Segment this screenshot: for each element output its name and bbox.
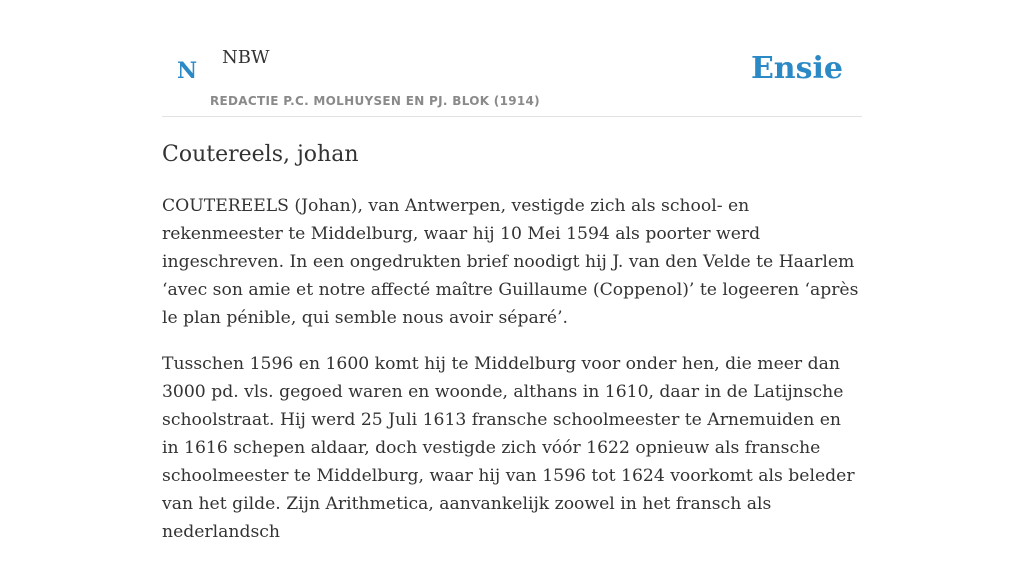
article-paragraph: Tusschen 1596 en 1600 komt hij te Middelburg voor onder hen, die meer dan 3000 pd. vls. gegoed waren en woonde, althans in 1610, daar in de Latijnsche schoolstraat. Hij werd 25 Juli 1613 fransche schoolmeester te Arnemuiden en in 1616 schepen aldaar, doch vestigde zich vóór 1622 opnieuw als fransche schoolmeester te Middelburg, waar hij van 1596 tot 1624 voorkomt als beleder van het gilde. Zijn Arithmetica, aanvankelijk zoowel in het fransch als nederlandsch xyxy=(162,354,855,542)
article-paragraph: COUTEREELS (Johan), van Antwerpen, vestigde zich als school- en rekenmeester te Middelburg, waar hij 10 Mei 1594 als poorter werd ingeschreven. In een ongedrukten brief noodigt hij J. van den Velde te Haarlem ‘avec son amie et notre affecté maître Guillaume (Coppenol)’ te logeeren ‘après le plan pénible, qui semble nous avoir séparé’. xyxy=(162,196,859,328)
brand-logo[interactable]: Ensie xyxy=(750,51,843,86)
source-subtitle: REDACTIE P.C. MOLHUYSEN EN PJ. BLOK (1914) xyxy=(210,94,540,108)
article-title: Coutereels, johan xyxy=(162,142,359,167)
article-body xyxy=(162,192,862,564)
source-logo[interactable]: N xyxy=(177,58,198,84)
source-name[interactable]: NBW xyxy=(222,47,270,68)
source-header xyxy=(162,0,862,117)
